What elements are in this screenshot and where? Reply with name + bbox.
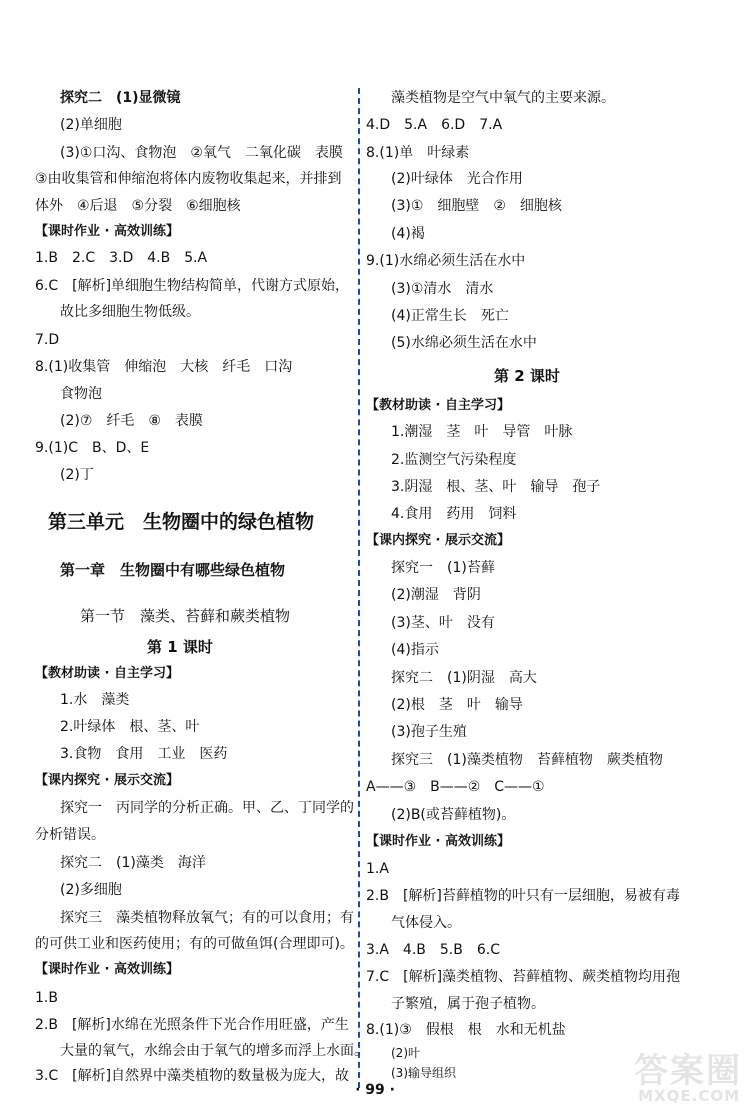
- text-line: 大量的氧气，水绵会由于氧气的增多而浮上水面。: [60, 1043, 368, 1059]
- page-number: · 99 ·: [355, 1082, 395, 1098]
- section-title: 第一节 藻类、苔藓和蕨类植物: [80, 607, 291, 625]
- text-line: 食物泡: [60, 386, 102, 402]
- section-header: 【课时作业 · 高效训练】: [366, 834, 510, 849]
- text-line: (2)根 茎 叶 输导: [391, 697, 523, 713]
- watermark-logo: [592, 1043, 742, 1113]
- text-line: 2.B [解析]水绵在光照条件下光合作用旺盛，产生: [35, 1017, 349, 1033]
- text-line: 的可供工业和医药使用；有的可做鱼饵(合理即可)。: [35, 936, 354, 952]
- text-line: 1.潮湿 茎 叶 导管 叶脉: [391, 424, 573, 440]
- text-line: 3.阴湿 根、茎、叶 输导 孢子: [391, 479, 601, 495]
- text-line: 9.(1)水绵必须生活在水中: [366, 253, 526, 269]
- text-line: (4)指示: [391, 642, 439, 658]
- text-line: (2)丁: [60, 467, 94, 483]
- text-line: 3.A 4.B 5.B 6.C: [366, 942, 500, 958]
- text-line: (2)⑦ 纤毛 ⑧ 表膜: [60, 413, 203, 429]
- text-line: 1.水 藻类: [60, 692, 130, 708]
- text-line: 探究二 (1)藻类 海洋: [60, 855, 206, 871]
- text-line: (5)水绵必须生活在水中: [391, 335, 537, 351]
- lesson-title: 第 2 课时: [494, 367, 560, 385]
- text-line: 子繁殖，属于孢子植物。: [391, 996, 545, 1012]
- text-line: 藻类植物是空气中氧气的主要来源。: [391, 90, 615, 106]
- unit-title: 第三单元 生物圈中的绿色植物: [48, 511, 315, 533]
- text-line: 8.(1)③ 假根 根 水和无机盐: [366, 1022, 566, 1038]
- text-line: (2)单细胞: [60, 117, 122, 133]
- text-line: 9.(1)C B、D、E: [35, 440, 150, 456]
- section-header: 【教材助读 · 自主学习】: [35, 666, 179, 681]
- text-line: 8.(1)单 叶绿素: [366, 145, 470, 161]
- text-line: 3.食物 食用 工业 医药: [60, 746, 228, 762]
- text-line: 1.B: [35, 990, 58, 1006]
- text-line: (3)孢子生殖: [391, 724, 467, 740]
- watermark-text: 答案圈: [634, 1051, 742, 1091]
- text-line: A——③ B——② C——①: [366, 779, 545, 795]
- text-line: 气体侵入。: [391, 915, 461, 931]
- section-header: 【教材助读 · 自主学习】: [366, 398, 510, 413]
- text-line: (2)叶绿体 光合作用: [391, 171, 523, 187]
- text-line: 探究二 (1)显微镜: [60, 90, 181, 106]
- text-line: 故比多细胞生物低级。: [60, 304, 200, 320]
- chapter-title: 第一章 生物圈中有哪些绿色植物: [60, 561, 286, 579]
- text-line: 探究一 (1)苔藓: [391, 560, 495, 576]
- text-line: 探究三 (1)藻类植物 苔藓植物 蕨类植物: [391, 752, 663, 768]
- text-line: 1.B 2.C 3.D 4.B 5.A: [35, 250, 208, 266]
- text-line: 3.C [解析]自然界中藻类植物的数量极为庞大，故: [35, 1068, 350, 1084]
- text-line: 6.C [解析]单细胞生物结构简单，代谢方式原始，: [35, 278, 350, 294]
- text-line: (3)① 细胞壁 ② 细胞核: [391, 198, 562, 214]
- text-line: 4.食用 药用 饲料: [391, 506, 517, 522]
- text-line: 探究一 丙同学的分析正确。甲、乙、丁同学的: [60, 800, 354, 816]
- text-line: 2.叶绿体 根、茎、叶: [60, 719, 200, 735]
- column-divider: [358, 88, 360, 1088]
- text-line: 2.监测空气污染程度: [391, 452, 517, 468]
- text-line: 1.A: [366, 861, 389, 877]
- section-header: 【课时作业 · 高效训练】: [35, 224, 179, 239]
- section-header: 【课内探究 · 展示交流】: [366, 533, 510, 548]
- text-line: (3)输导组织: [391, 1066, 456, 1080]
- text-line: 7.C [解析]藻类植物、苔藓植物、蕨类植物均用孢: [366, 969, 681, 985]
- text-line: 2.B [解析]苔藓植物的叶只有一层细胞，易被有毒: [366, 888, 680, 904]
- lesson-title: 第 1 课时: [147, 638, 213, 656]
- text-line: 分析错误。: [35, 827, 105, 843]
- text-line: (4)正常生长 死亡: [391, 308, 509, 324]
- text-line: (2)多细胞: [60, 882, 122, 898]
- text-line: (3)①清水 清水: [391, 281, 494, 297]
- text-line: 8.(1)收集管 伸缩泡 大核 纤毛 口沟: [35, 359, 293, 375]
- text-line: 探究二 (1)阴湿 高大: [391, 670, 537, 686]
- text-line: (3)①口沟、食物泡 ②氧气 二氧化碳 表膜: [60, 145, 343, 161]
- text-line: (3)茎、叶 没有: [391, 615, 495, 631]
- text-line: 探究三 藻类植物释放氧气；有的可以食用；有: [60, 910, 354, 926]
- text-line: 7.D: [35, 332, 60, 348]
- text-line: (2)叶: [391, 1046, 420, 1060]
- text-line: (2)潮湿 背阴: [391, 587, 481, 603]
- text-line: ③由收集管和伸缩泡将体内废物收集起来，并排到: [35, 171, 342, 187]
- text-line: (2)B(或苔藓植物)。: [391, 807, 516, 823]
- watermark-url: MXQE.COM: [638, 1087, 740, 1105]
- text-line: 体外 ④后退 ⑤分裂 ⑥细胞核: [35, 198, 241, 214]
- section-header: 【课时作业 · 高效训练】: [35, 962, 179, 977]
- text-line: 4.D 5.A 6.D 7.A: [366, 117, 503, 133]
- text-line: (4)褐: [391, 226, 425, 242]
- section-header: 【课内探究 · 展示交流】: [35, 773, 179, 788]
